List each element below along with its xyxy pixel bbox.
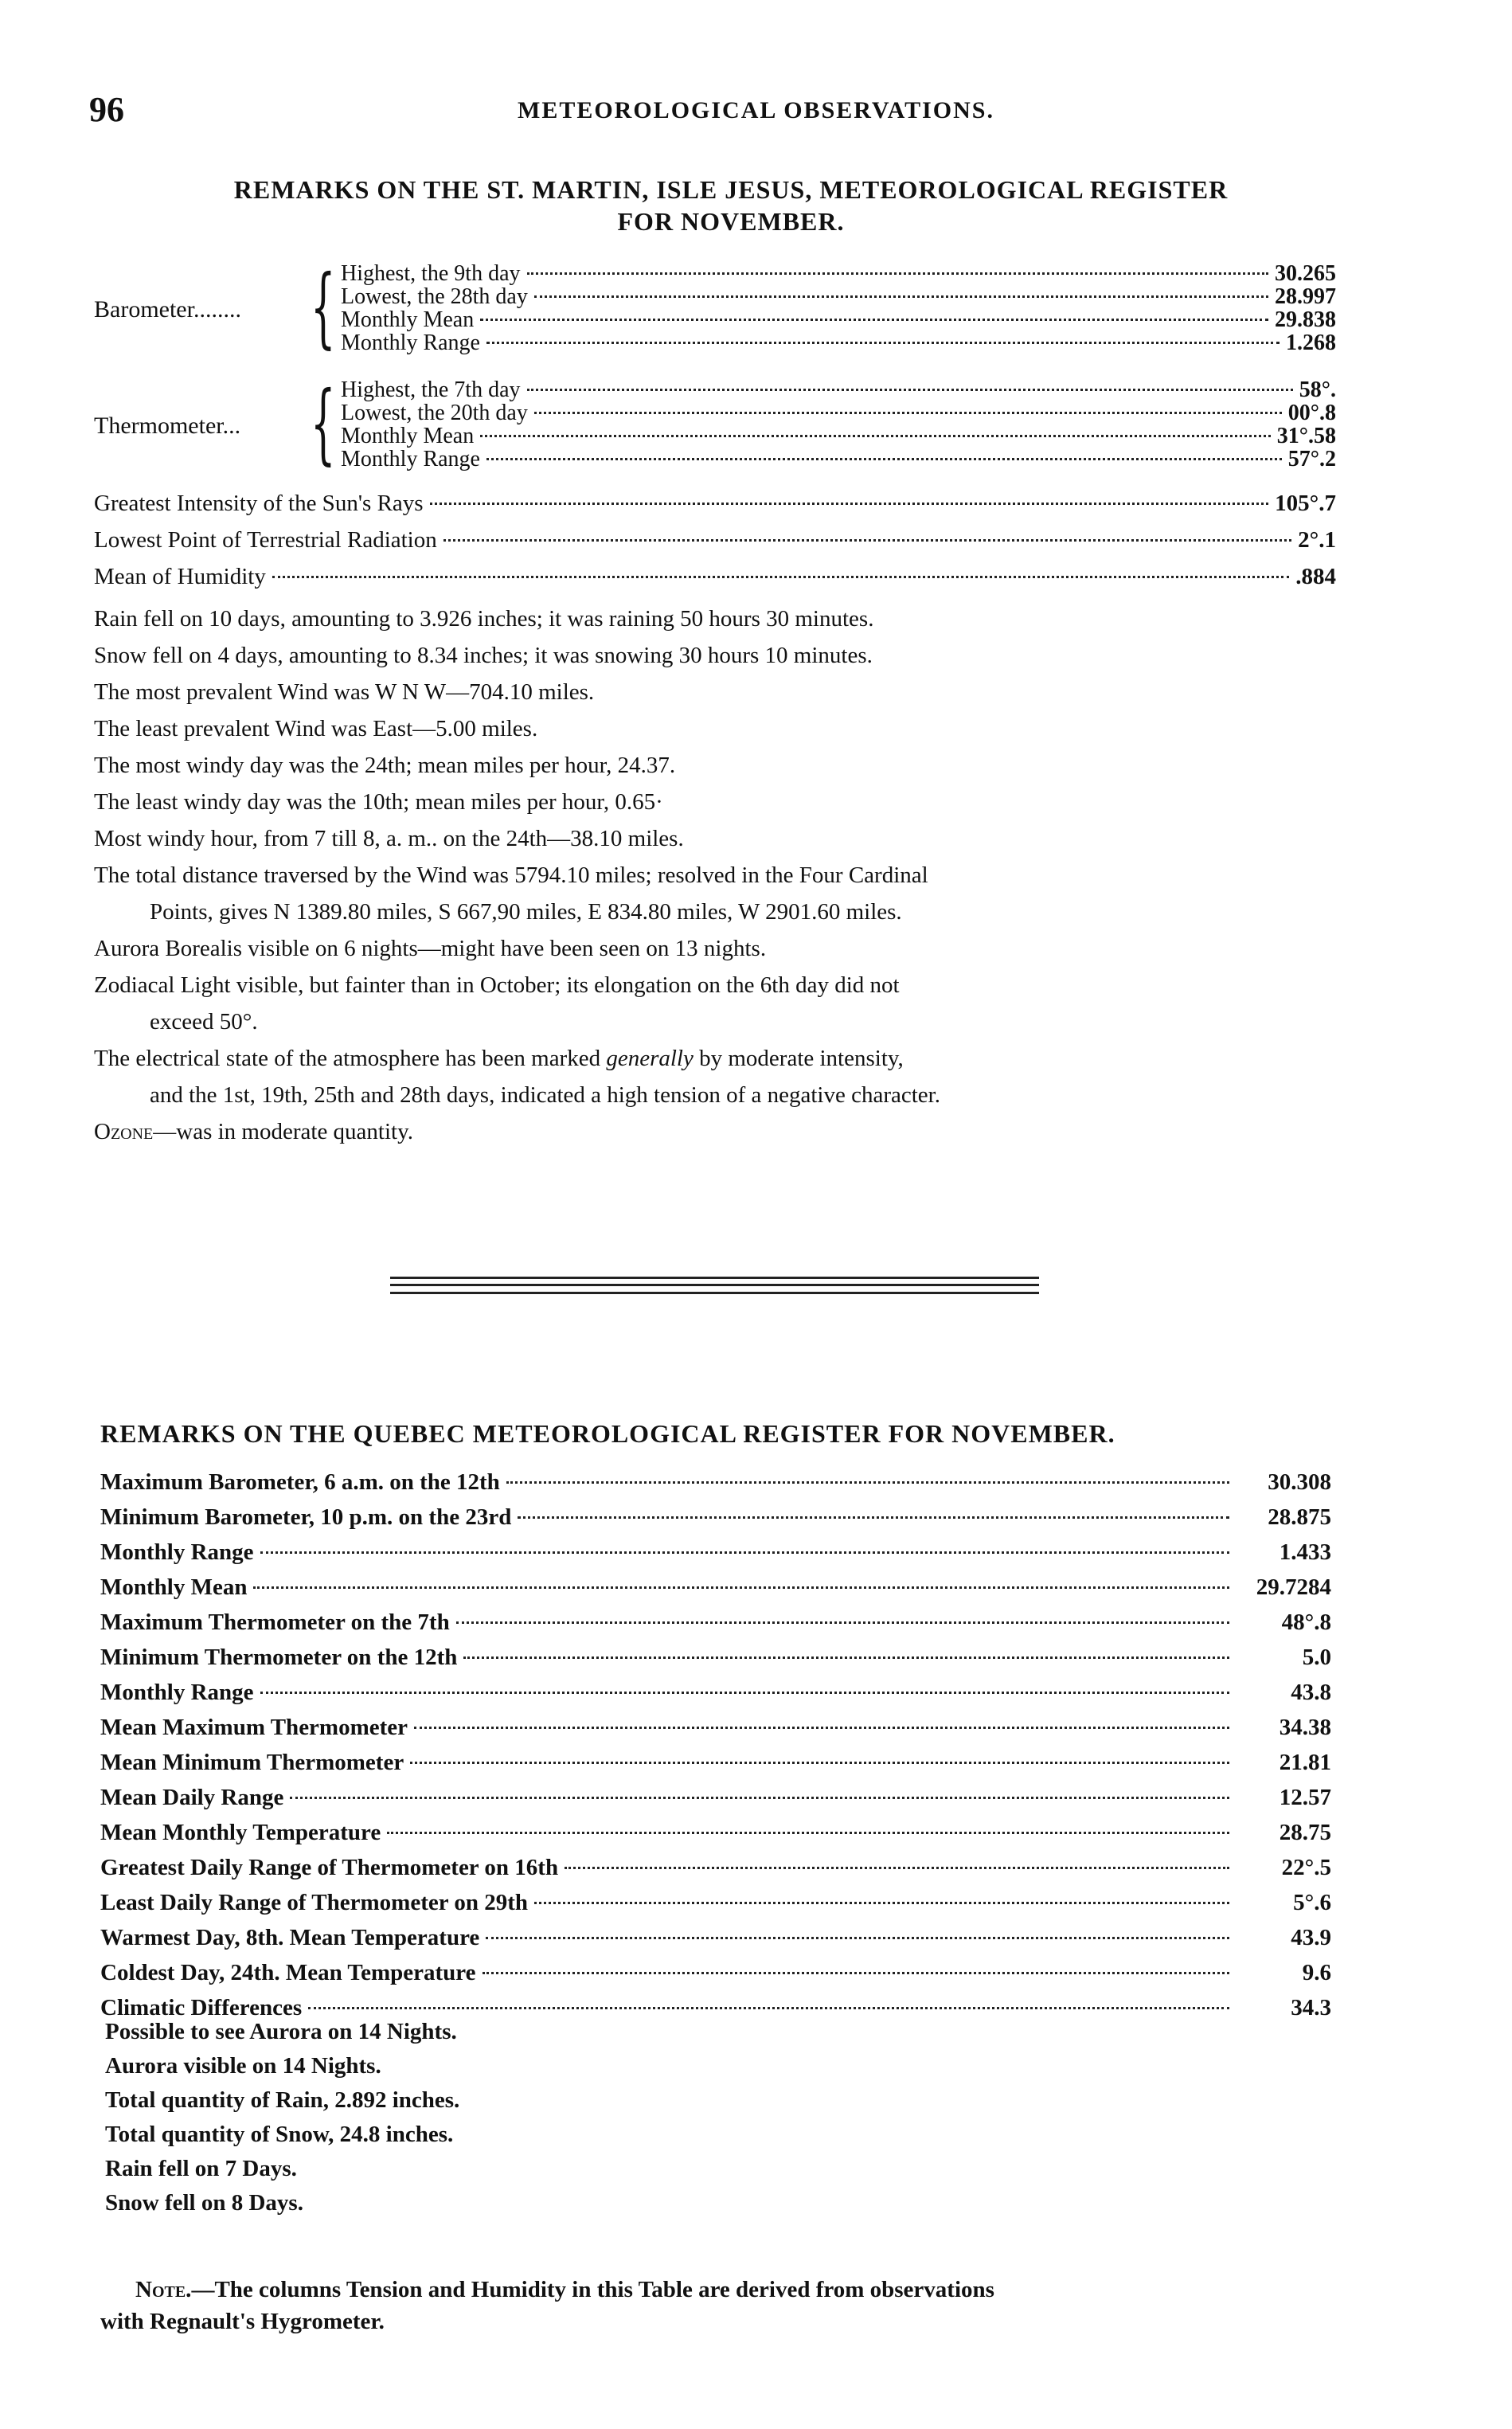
ozone-line: Ozone—was in moderate quantity.: [94, 1119, 413, 1144]
quebec-row: Mean Minimum Thermometer 21.81: [100, 1750, 1331, 1775]
note-text-cont: with Regnault's Hygrometer.: [100, 2309, 385, 2334]
remark-line: Rain fell on 10 days, amounting to 3.926 inches; it was raining 50 hours 30 minutes.: [94, 606, 874, 632]
brace-icon: {: [311, 256, 336, 358]
remark-line: Aurora visible on 14 Nights.: [105, 2053, 381, 2079]
remark-line: Snow fell on 4 days, amounting to 8.34 inches; it was snowing 30 hours 10 minutes.: [94, 643, 873, 668]
st-martin-remarks: [94, 600, 1336, 1150]
thermometer-group: [94, 372, 1336, 474]
remark-line: Total quantity of Snow, 24.8 inches.: [105, 2122, 454, 2147]
thermometer-row: Highest, the 7th day 58°.: [341, 377, 1336, 402]
st-martin-heading-line2: FOR NOVEMBER.: [617, 207, 845, 236]
note-label: Note.: [135, 2277, 192, 2302]
remark-line: Snow fell on 8 Days.: [105, 2190, 303, 2216]
thermometer-rows: [341, 377, 1336, 470]
barometer-row: Monthly Range 1.268: [341, 331, 1336, 355]
footnote: [100, 2274, 1334, 2337]
quebec-row: Monthly Range 43.8: [100, 1680, 1331, 1705]
quebec-row: Monthly Mean 29.7284: [100, 1574, 1331, 1600]
remark-line: The most prevalent Wind was W N W—704.10 miles.: [94, 679, 595, 705]
thermometer-label: Thermometer...: [94, 413, 241, 439]
electrical-line-cont: and the 1st, 19th, 25th and 28th days, indicated a high tension of a negative character.: [150, 1082, 940, 1108]
electrical-line: The electrical state of the atmosphere has been marked generally by moderate intensity,: [94, 1046, 904, 1071]
aurora-line: Aurora Borealis visible on 6 nights—might have been seen on 13 nights.: [94, 936, 767, 961]
quebec-row: Monthly Range 1.433: [100, 1539, 1331, 1565]
summary-row: Mean of Humidity .884: [94, 564, 1336, 589]
brace-icon: {: [311, 372, 336, 474]
barometer-row: Highest, the 9th day 30.265: [341, 261, 1336, 286]
summary-row: Greatest Intensity of the Sun's Rays 105°.7: [94, 491, 1336, 516]
barometer-row: Monthly Mean 29.838: [341, 307, 1336, 332]
remark-line: Most windy hour, from 7 till 8, a. m.. on the 24th—38.10 miles.: [94, 826, 684, 851]
quebec-row: Mean Monthly Temperature 28.75: [100, 1820, 1331, 1845]
quebec-row: Climatic Differences 34.3: [100, 1995, 1331, 2020]
remark-line: Possible to see Aurora on 14 Nights.: [105, 2019, 457, 2044]
quebec-heading: REMARKS ON THE QUEBEC METEOROLOGICAL REGISTER FOR NOVEMBER.: [100, 1419, 1115, 1448]
section-divider: [390, 1277, 1039, 1279]
remark-line: The least windy day was the 10th; mean miles per hour, 0.65·: [94, 789, 663, 815]
zodiacal-line: Zodiacal Light visible, but fainter than in October; its elongation on the 6th day did not: [94, 972, 900, 998]
st-martin-summary-rows: [94, 491, 1336, 600]
wind-total-line: The total distance traversed by the Wind was 5794.10 miles; resolved in the Four Cardinal: [94, 862, 928, 888]
quebec-row: Maximum Barometer, 6 a.m. on the 12th 30.308: [100, 1469, 1331, 1495]
quebec-row: Minimum Thermometer on the 12th 5.0: [100, 1645, 1331, 1670]
quebec-row: Warmest Day, 8th. Mean Temperature 43.9: [100, 1925, 1331, 1950]
thermometer-row: Lowest, the 20th day 00°.8: [341, 401, 1336, 425]
remark-line: The least prevalent Wind was East—5.00 miles.: [94, 716, 538, 741]
barometer-group: [94, 256, 1336, 358]
page-number: 96: [89, 90, 124, 129]
quebec-row: Maximum Thermometer on the 7th 48°.8: [100, 1610, 1331, 1635]
quebec-row: Greatest Daily Range of Thermometer on 16th 22°.5: [100, 1855, 1331, 1880]
quebec-rows: [100, 1469, 1331, 2030]
remark-line: Total quantity of Rain, 2.892 inches.: [105, 2087, 460, 2113]
running-head: METEOROLOGICAL OBSERVATIONS.: [518, 97, 994, 123]
wind-total-line-cont: Points, gives N 1389.80 miles, S 667,90 miles, E 834.80 miles, W 2901.60 miles.: [150, 899, 902, 925]
st-martin-heading-line1: REMARKS ON THE ST. MARTIN, ISLE JESUS, METEOROLOGICAL REGISTER: [233, 175, 1229, 204]
summary-row: Lowest Point of Terrestrial Radiation 2°.1: [94, 527, 1336, 553]
barometer-row: Lowest, the 28th day 28.997: [341, 284, 1336, 309]
remark-line: Rain fell on 7 Days.: [105, 2156, 297, 2181]
quebec-row: Mean Maximum Thermometer 34.38: [100, 1715, 1331, 1740]
section-divider: [390, 1292, 1039, 1294]
remark-line: The most windy day was the 24th; mean miles per hour, 24.37.: [94, 753, 676, 778]
quebec-row: Least Daily Range of Thermometer on 29th 5°.6: [100, 1890, 1331, 1915]
barometer-rows: [341, 261, 1336, 354]
note-text: —The columns Tension and Humidity in this Table are derived from observations: [191, 2277, 994, 2302]
section-divider: [390, 1284, 1039, 1286]
quebec-row: Minimum Barometer, 10 p.m. on the 23rd 28.875: [100, 1504, 1331, 1530]
barometer-label: Barometer........: [94, 296, 241, 323]
zodiacal-line-cont: exceed 50°.: [150, 1009, 258, 1035]
quebec-row: Coldest Day, 24th. Mean Temperature 9.6: [100, 1960, 1331, 1985]
quebec-remarks: [105, 2015, 459, 2220]
thermometer-row: Monthly Range 57°.2: [341, 447, 1336, 471]
quebec-row: Mean Daily Range 12.57: [100, 1785, 1331, 1810]
thermometer-row: Monthly Mean 31°.58: [341, 424, 1336, 448]
